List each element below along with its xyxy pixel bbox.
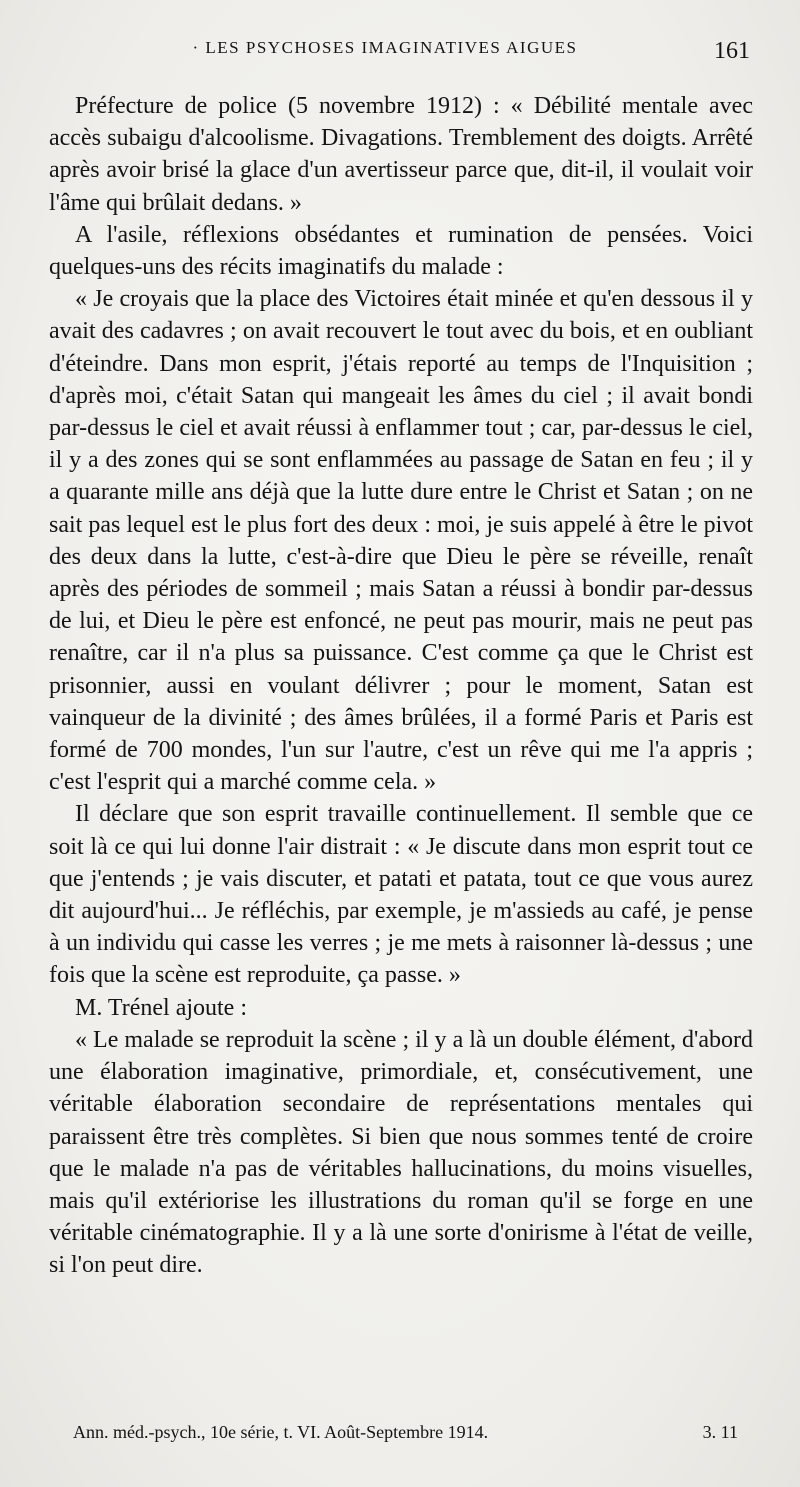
page-footer	[73, 1422, 738, 1443]
paragraph: Il déclare que son esprit travaille continuellement. Il semble que ce soit là ce qui lui donne l'air distrait : « Je discute dans mon esprit tout ce que j'entends ; je vais discuter, et patati et patata, tout ce que vous aurez dit aujourd'hui... Je réfléchis, par exemple, je m'assieds au café, je pense à un individu qui casse les verres ; je me mets à raisonner là-dessus ; une fois que la scène est reproduite, ça passe. »	[49, 801, 753, 989]
page-number: 161	[714, 38, 750, 64]
running-title: · LES PSYCHOSES IMAGINATIVES AIGUES	[192, 38, 578, 57]
paragraph-quote: « Le malade se reproduit la scène ; il y a là un double élément, d'abord une élaboration imaginative, primordiale, et, consécutivement, une véritable élaboration secondaire de représentations mentales qui paraissent être très complètes. Si bien que nous sommes tenté de croire que le malade n'a pas de véritables hallucinations, du moins visuelles, mais qu'il extériorise les illustrations du roman qu'il se forge en une véritable cinématographie. Il y a là une sorte d'onirisme à l'état de veille, si l'on peut dire.	[49, 1026, 753, 1279]
paragraph: M. Trénel ajoute :	[75, 994, 247, 1021]
paragraph: Préfecture de police (5 novembre 1912) : « Débilité mentale avec accès subaigu d'alcoolisme. Divagations. Tremblement des doigts. Arrêté après avoir brisé la glace d'un avertisseur parce que, dit-il, il voulait voir l'âme qui brûlait dedans. »	[49, 93, 753, 216]
body-text	[49, 90, 753, 1282]
journal-citation: Ann. méd.-psych., 10e série, t. VI. Août-Septembre 1914.	[73, 1422, 489, 1442]
signature-mark: 3. 11	[702, 1422, 738, 1442]
paragraph: A l'asile, réflexions obsédantes et rumination de pensées. Voici quelques-uns des récits imaginatifs du malade :	[49, 221, 753, 281]
paragraph-quote: « Je croyais que la place des Victoires était minée et qu'en dessous il y avait des cadavres ; on avait recouvert le tout avec du bois, et en oubliant d'éteindre. Dans mon esprit, j'étais reporté au temps de l'Inquisition ; d'après moi, c'était Satan qui mangeait les âmes du ciel ; il avait bondi par-dessus le ciel et avait réussi à enflammer tout ; car, par-dessus le ciel, il y a des zones qui se sont enflammées au passage de Satan en feu ; il y a quarante mille ans déjà que la lutte dure entre le Christ et Satan ; on ne sait pas lequel est le plus fort des deux : moi, je suis appelé à être le pivot des deux dans la lutte, c'est-à-dire que Dieu le père se réveille, renaît après des périodes de sommeil ; mais Satan a réussi à bondir par-dessus de lui, et Dieu le père est enfoncé, ne peut pas mourir, mais ne peut pas renaître, car il n'a plus sa puissance. C'est comme ça que le Christ est prisonnier, aussi en voulant délivrer ; pour le moment, Satan est vainqueur de la divinité ; des âmes brûlées, il a formé Paris et Paris est formé de 700 mondes, l'un sur l'autre, c'est un rêve qui me l'a appris ; c'est l'esprit qui a marché comme cela. »	[49, 286, 753, 796]
